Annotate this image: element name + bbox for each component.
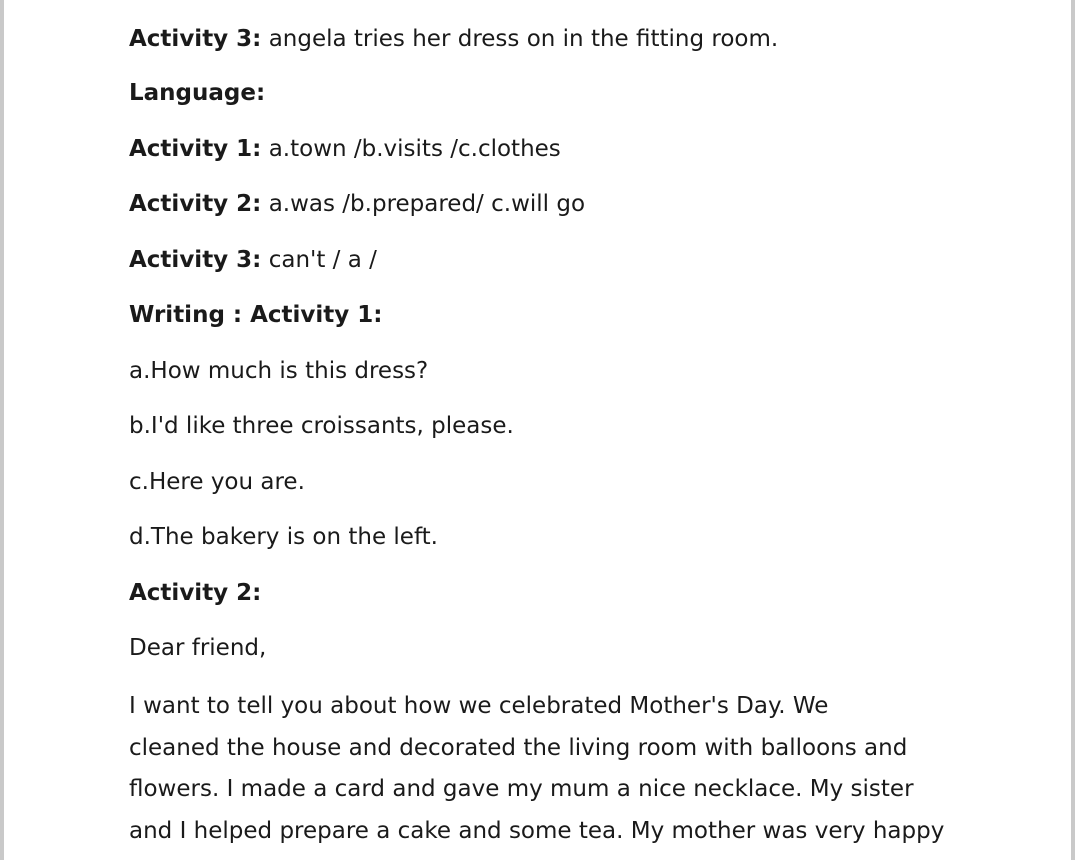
language-activity1-text: a.town /b.visits /c.clothes: [261, 136, 561, 162]
letter-greeting: Dear friend,: [129, 635, 267, 661]
letter-body: [129, 686, 959, 852]
language-heading: Language:: [129, 80, 266, 106]
writing-answer-d: d.The bakery is on the left.: [129, 524, 438, 550]
page-right-border: [1071, 0, 1075, 860]
page-left-border: [0, 0, 4, 860]
language-activity2-line: [129, 189, 585, 219]
reading-activity3-text: angela tries her dress on in the fitting room.: [261, 26, 779, 52]
writing-answer-a: a.How much is this dress?: [129, 358, 429, 384]
language-activity1-line: [129, 134, 561, 164]
writing-answer-c: c.Here you are.: [129, 469, 305, 495]
letter-line: I want to tell you about how we celebrated Mother's Day. We: [129, 693, 829, 719]
language-activity2-text: a.was /b.prepared/ c.will go: [261, 191, 586, 217]
reading-activity3-label: Activity 3:: [129, 26, 262, 52]
letter-line: cleaned the house and decorated the living room with balloons and: [129, 734, 908, 761]
reading-activity3-line: [129, 24, 778, 54]
letter-line: flowers. I made a card and gave my mum a nice necklace. My sister: [129, 776, 914, 802]
language-activity3-label: Activity 3:: [129, 247, 262, 273]
writing-answer-b: b.I'd like three croissants, please.: [129, 413, 514, 439]
language-activity2-label: Activity 2:: [129, 191, 262, 217]
letter-line: and I helped prepare a cake and some tea. My mother was very happy: [129, 817, 945, 844]
language-activity3-text: can't / a /: [261, 247, 377, 273]
writing-activity2-label: Activity 2:: [129, 580, 262, 606]
language-activity1-label: Activity 1:: [129, 136, 262, 162]
writing-heading: Writing : Activity 1:: [129, 302, 383, 328]
language-activity3-line: [129, 245, 377, 275]
